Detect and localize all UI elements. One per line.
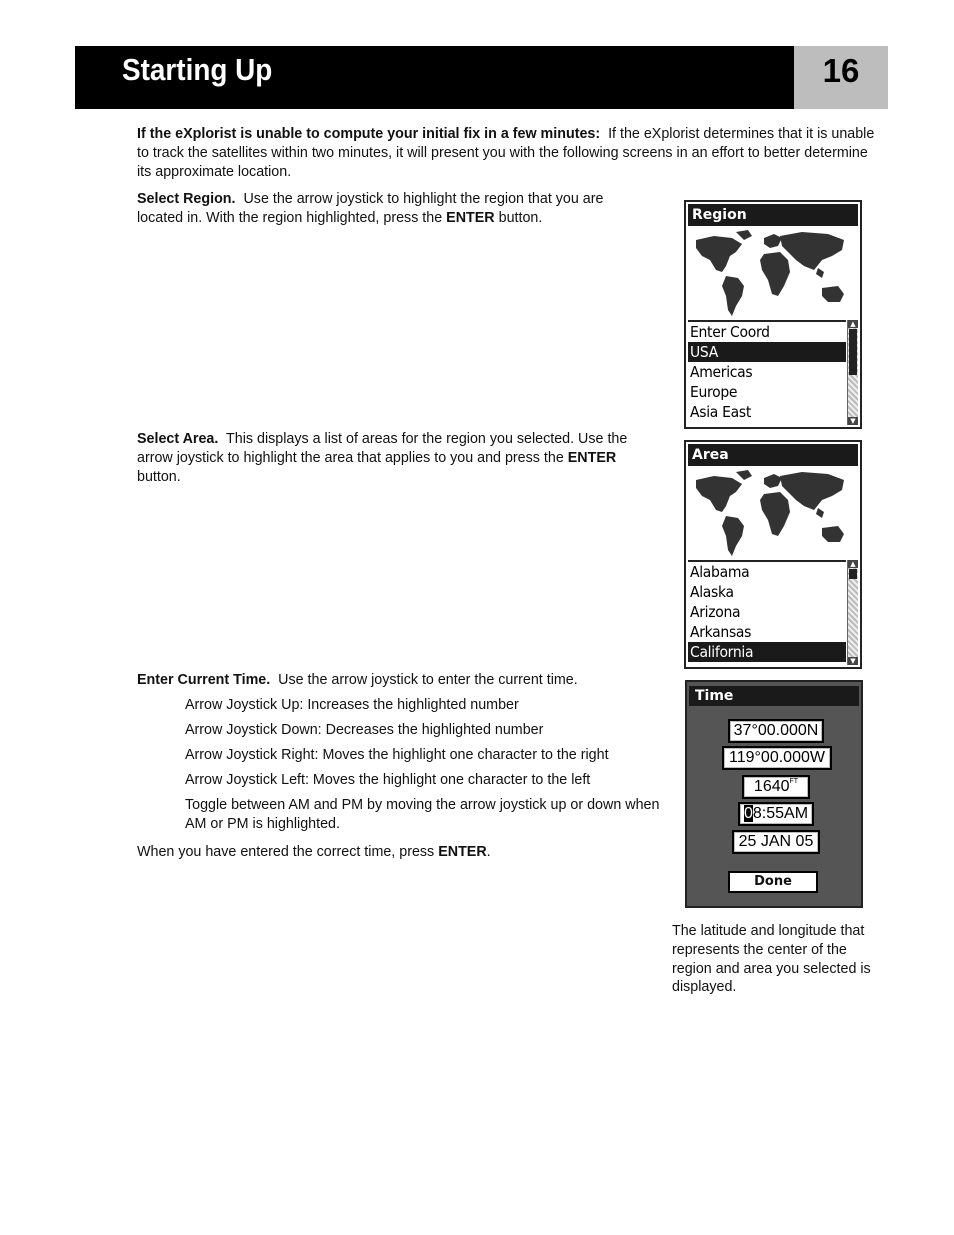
scroll-up-icon[interactable]: ▲ [848, 560, 858, 568]
list-item-selected[interactable]: California [688, 642, 846, 662]
select-region-body-end: button. [498, 209, 543, 226]
enter-time-closing [137, 843, 657, 862]
date-field[interactable]: 25 JAN 05 [732, 830, 820, 854]
list-item[interactable]: Enter Coord [690, 323, 770, 341]
select-area-lead: Select Area. [137, 431, 219, 447]
enter-time-body: Use the arrow joystick to enter the current time. [278, 672, 578, 688]
select-area-body-end: button. [137, 468, 181, 485]
enter-keyword: ENTER [567, 449, 617, 466]
area-screen-title: Area [688, 444, 858, 466]
scroll-thumb[interactable] [849, 569, 857, 579]
list-item-selected[interactable]: USA [688, 342, 846, 362]
world-map-icon [692, 230, 852, 318]
elevation-unit: FT [789, 778, 799, 785]
area-list [688, 560, 846, 667]
page-header [75, 46, 888, 109]
world-map-icon [692, 470, 852, 558]
elevation-field[interactable] [742, 775, 810, 799]
time-screen [685, 680, 863, 908]
time-value: 8:55AM [752, 805, 809, 822]
longitude-field[interactable]: 119°00.000W [722, 746, 832, 770]
enter-keyword: ENTER [446, 209, 495, 226]
enter-time-paragraph [137, 671, 657, 690]
list-item[interactable]: Alabama [690, 563, 750, 581]
time-screen-title: Time [689, 686, 859, 706]
enter-time-lead: Enter Current Time. [137, 672, 271, 688]
list-item[interactable]: Arizona [690, 603, 741, 621]
region-screen-title: Region [688, 204, 858, 226]
scroll-up-icon[interactable]: ▲ [848, 320, 858, 328]
list-item: Toggle between AM and PM by moving the arrow joystick up or down when AM or PM is highlighted. [185, 797, 660, 832]
page-number: 16 [794, 46, 888, 109]
time-cursor: 0 [743, 805, 753, 822]
list-item: Arrow Joystick Up: Increases the highlighted number [185, 697, 519, 713]
latitude-field[interactable]: 37°00.000N [728, 719, 824, 743]
list-item: Arrow Joystick Down: Decreases the highlighted number [185, 722, 544, 738]
list-item: Arrow Joystick Left: Moves the highlight one character to the left [185, 772, 591, 788]
intro-lead: If the eXplorist is unable to compute your initial fix in a few minutes: [137, 126, 601, 142]
elevation-value: 1640 [753, 778, 790, 795]
page-title: Starting Up [122, 52, 273, 87]
scrollbar[interactable] [847, 320, 858, 425]
list-item[interactable]: Americas [690, 363, 753, 381]
intro-paragraph [137, 125, 877, 181]
area-screen [684, 440, 862, 669]
list-item[interactable]: Arkansas [690, 623, 752, 641]
region-list [688, 320, 846, 427]
intro-body: If the eXplorist determines that it is unable to track the satellites within two minutes, it will present you with the following screens in an effort to better determine its approximate location. [137, 126, 875, 180]
figure-caption: The latitude and longitude that represents the center of the region and area you selected is displayed. [672, 923, 871, 996]
scrollbar[interactable] [847, 560, 858, 665]
select-region-lead: Select Region. [137, 191, 236, 207]
enter-keyword: ENTER [438, 844, 487, 860]
region-screen [684, 200, 862, 429]
done-button[interactable]: Done [728, 871, 818, 893]
select-region-paragraph [137, 190, 642, 228]
list-item[interactable]: Asia East [690, 403, 752, 421]
scroll-thumb[interactable] [849, 329, 857, 375]
list-item[interactable]: Europe [690, 383, 738, 401]
scroll-down-icon[interactable]: ▼ [848, 417, 858, 425]
list-item[interactable]: Alaska [690, 583, 734, 601]
closing-period: . [486, 844, 491, 860]
scroll-down-icon[interactable]: ▼ [848, 657, 858, 665]
list-item: Arrow Joystick Right: Moves the highlight one character to the right [185, 747, 609, 763]
closing-text: When you have entered the correct time, press [137, 844, 435, 860]
time-field[interactable] [738, 802, 814, 826]
select-region-body: Use the arrow joystick to highlight the region that you are located in. With the region highlighted, press the [137, 191, 604, 226]
select-area-paragraph [137, 430, 647, 486]
select-area-body: This displays a list of areas for the region you selected. Use the arrow joystick to highlight the area that applies to you and press the [137, 431, 628, 466]
